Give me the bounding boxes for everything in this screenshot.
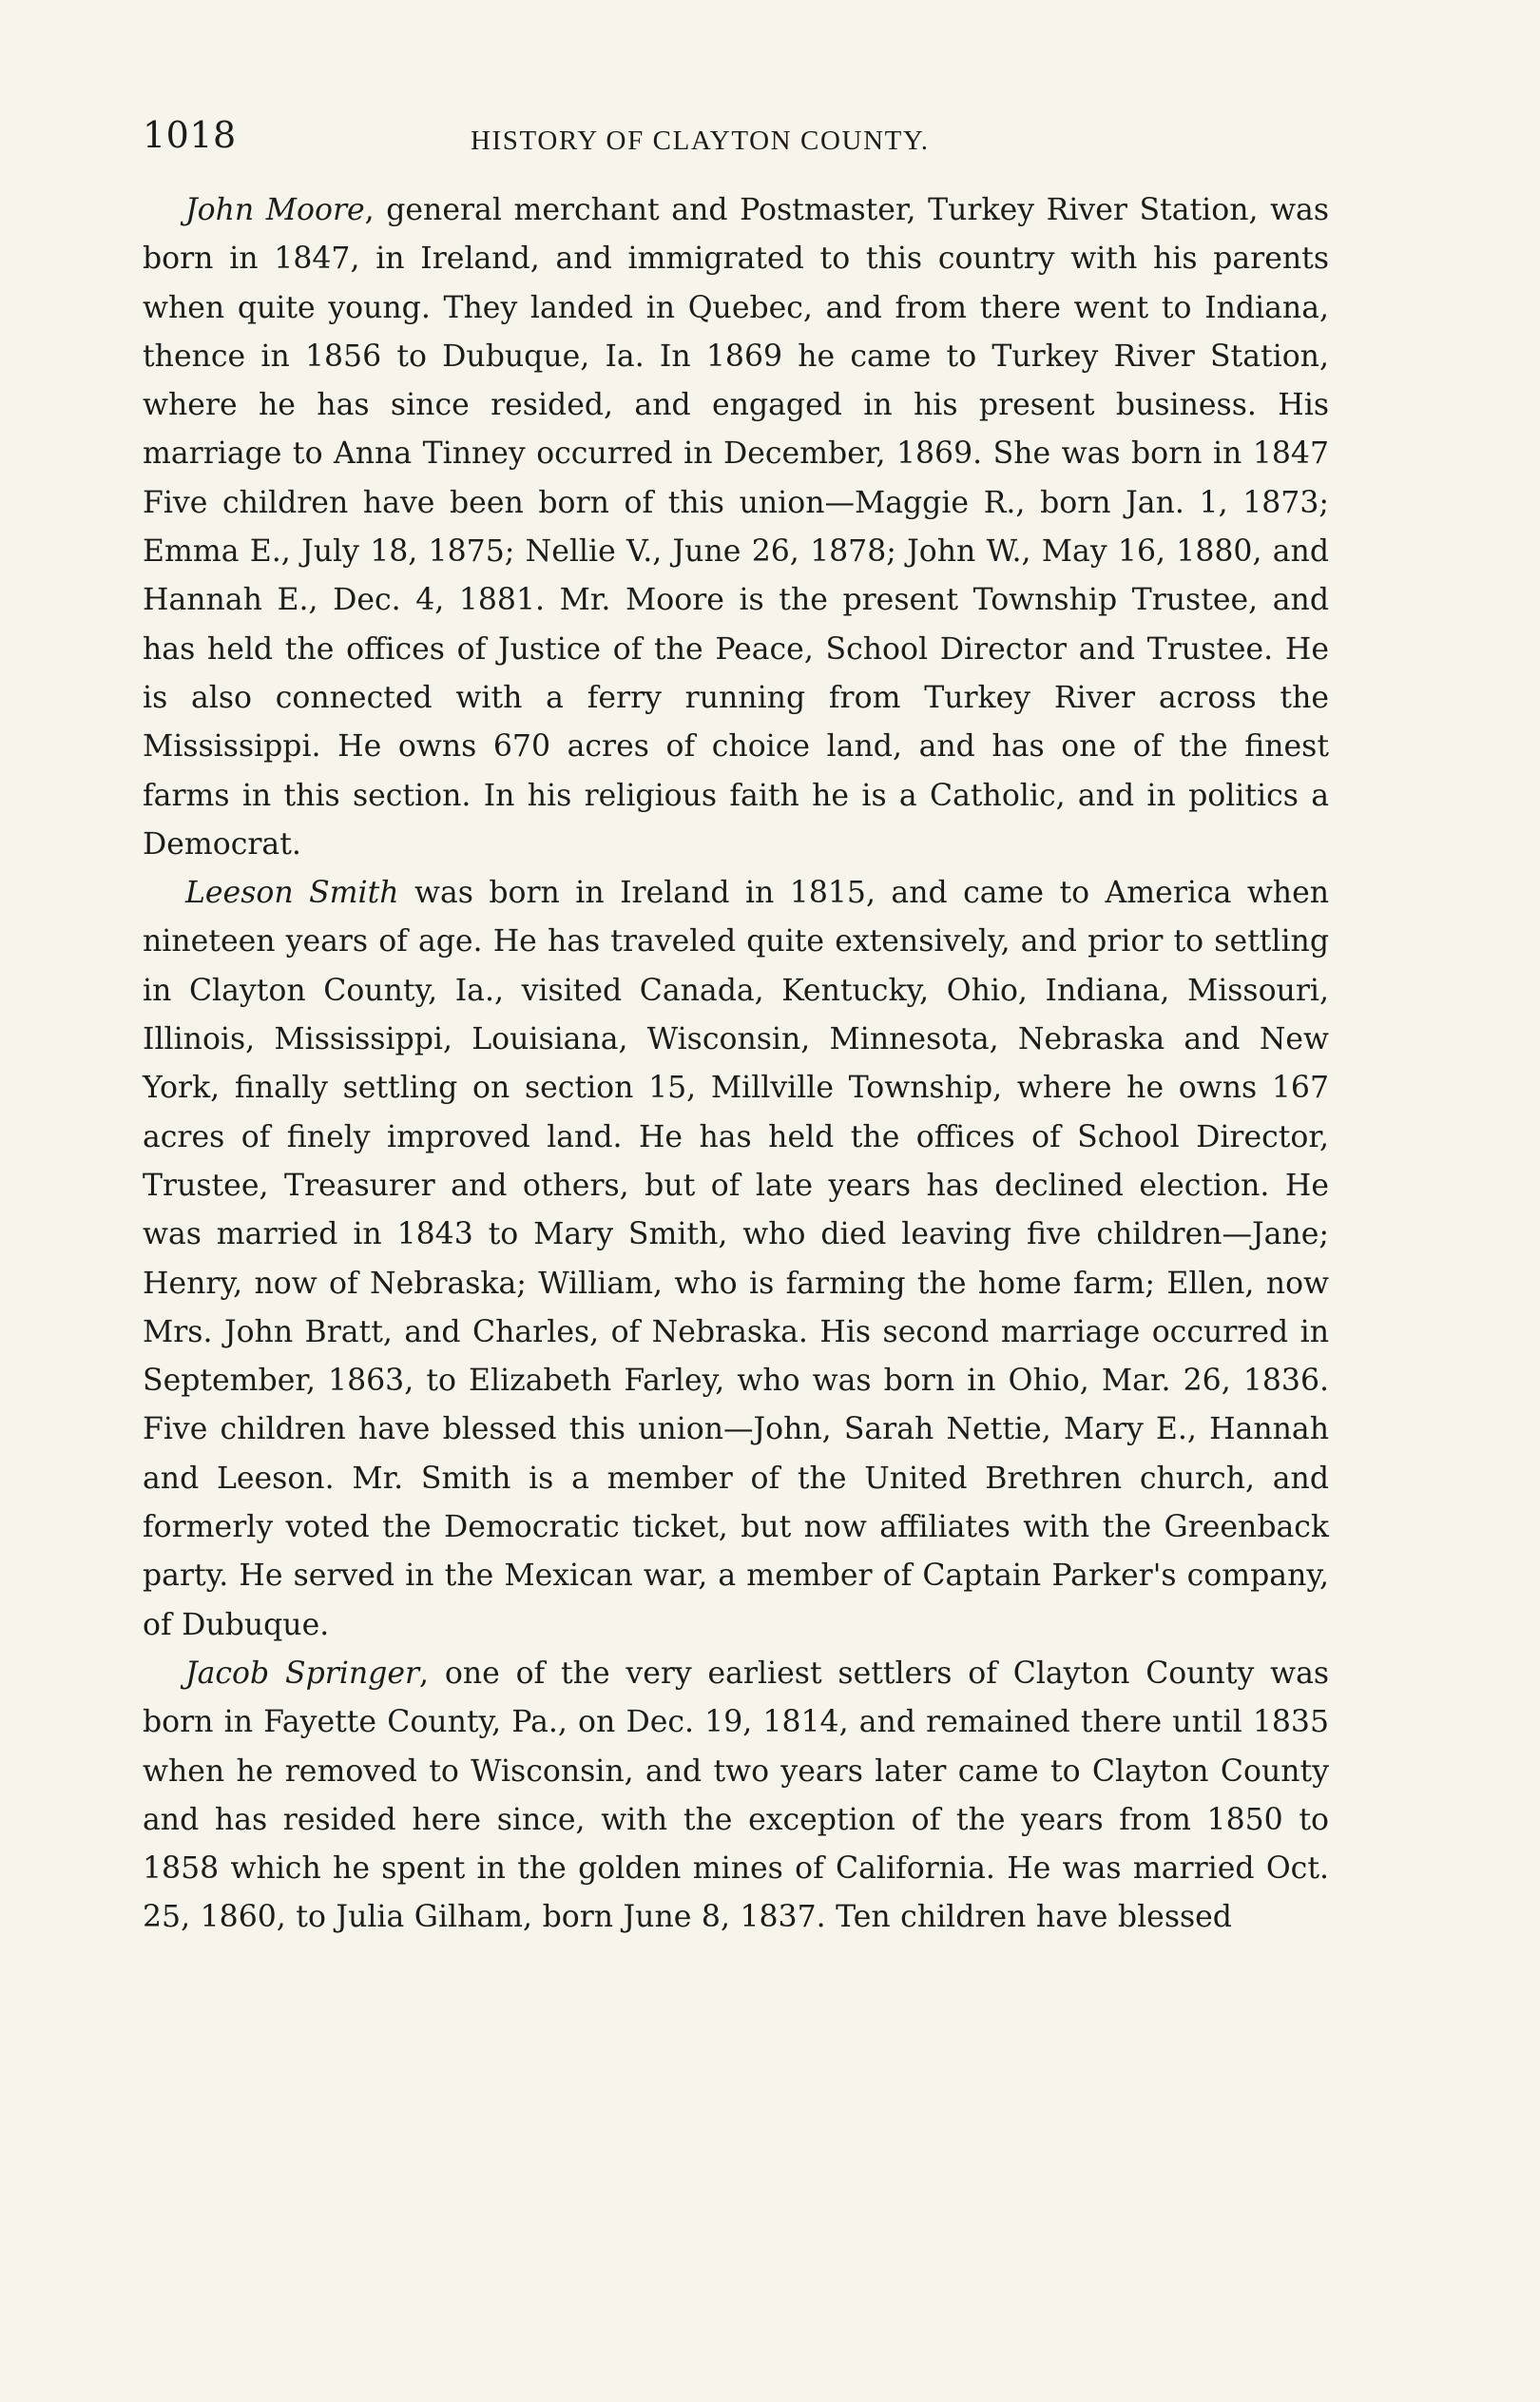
entry-name: Jacob Springer <box>185 1656 420 1691</box>
page-number: 1018 <box>143 114 237 156</box>
entry-text: , general merchant and Postmaster, Turkey River Station, was born in 1847, in Ireland, and immigrated to this country with his parents when quite young. They landed in Quebec, and from there went to Indiana, thence in 1856 to Dubuque, Ia. In 1869 he came to Turkey River Station, where he has since resided, and engaged in his present business. His marriage to Anna Tinney occurred in December, 1869. She was born in 1847 Five children have been born of this union—Maggie R., born Jan. 1, 1873; Emma E., July 18, 1875; Nellie V., June 26, 1878; John W., May 16, 1880, and Hannah E., Dec. 4, 1881. Mr. Moore is the present Township Trustee, and has held the offices of Justice of the Peace, School Director and Trustee. He is also connected with a ferry running from Turkey River across the Mississippi. He owns 670 acres of choice land, and has one of the finest farms in this section. In his religious faith he is a Catholic, and in politics a Democrat. <box>143 193 1329 862</box>
entry-name: Leeson Smith <box>185 876 399 911</box>
entry-text: , one of the very earliest settlers of Clayton County was born in Fayette County, Pa., on Dec. 19, 1814, and remained there until 1835 when he removed to Wisconsin, and two years later came to Clayton County and has resided here since, with the exception of the years from 1850 to 1858 which he spent in the golden mines of California. He was married Oct. 25, 1860, to Julia Gilham, born June 8, 1837. Ten children have blessed <box>143 1656 1330 1935</box>
body-text <box>143 186 1329 1943</box>
entry-leeson-smith <box>143 869 1329 1650</box>
entry-name: John Moore <box>185 193 365 227</box>
running-head <box>143 114 1397 162</box>
running-title: HISTORY OF CLAYTON COUNTY. <box>471 126 930 156</box>
entry-john-moore <box>143 186 1329 869</box>
entry-jacob-springer <box>143 1650 1329 1943</box>
entry-text: was born in Ireland in 1815, and came to America when nineteen years of age. He has traveled quite extensively, and prior to settling in Clayton County, Ia., visited Canada, Kentucky, Ohio, Indiana, Missouri, Illinois, Mississippi, Louisiana, Wisconsin, Minnesota, Nebraska and New York, finally settling on section 15, Millville Township, where he owns 167 acres of finely improved land. He has held the offices of School Director, Trustee, Treasurer and others, but of late years has declined election. He was married in 1843 to Mary Smith, who died leaving five children—Jane; Henry, now of Nebraska; William, who is farming the home farm; Ellen, now Mrs. John Bratt, and Charles, of Nebraska. His second marriage occurred in September, 1863, to Elizabeth Farley, who was born in Ohio, Mar. 26, 1836. Five children have blessed this union—John, Sarah Nettie, Mary E., Hannah and Leeson. Mr. Smith is a member of the United Brethren church, and formerly voted the Democratic ticket, but now affiliates with the Greenback party. He served in the Mexican war, a member of Captain Parker's company, of Dubuque. <box>143 876 1330 1642</box>
